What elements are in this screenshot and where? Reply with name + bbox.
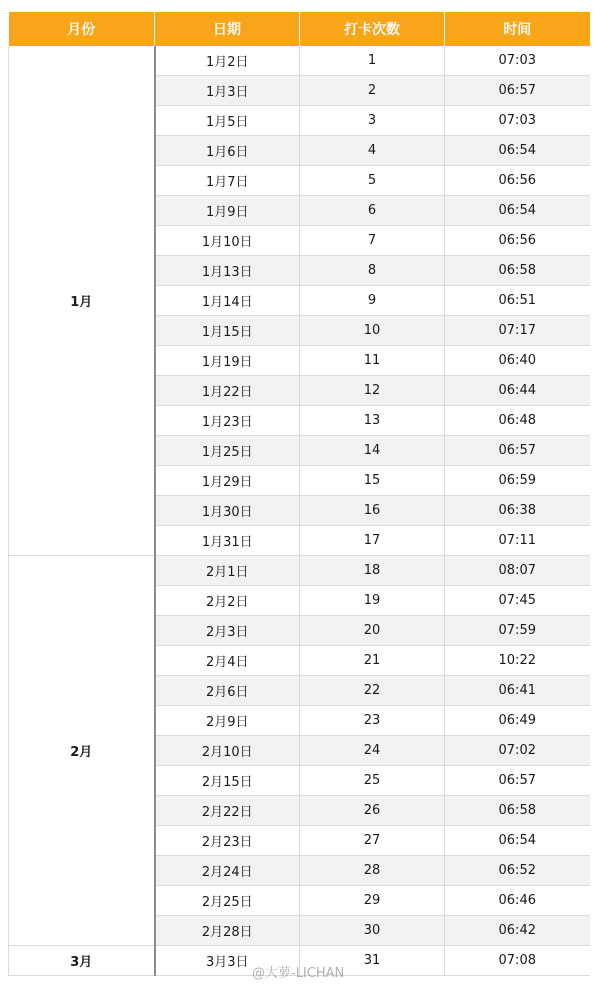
count-cell: 18 [300, 556, 445, 586]
date-cell: 1月30日 [155, 496, 300, 526]
month-cell: 2月 [9, 556, 155, 946]
month-cell: 3月 [9, 946, 155, 976]
date-cell: 1月29日 [155, 466, 300, 496]
date-cell: 3月3日 [155, 946, 300, 976]
date-cell: 2月28日 [155, 916, 300, 946]
time-cell: 07:03 [445, 46, 590, 76]
count-cell: 23 [300, 706, 445, 736]
time-cell: 07:11 [445, 526, 590, 556]
count-cell: 7 [300, 226, 445, 256]
table-header [9, 12, 590, 46]
date-cell: 1月10日 [155, 226, 300, 256]
date-cell: 2月25日 [155, 886, 300, 916]
date-cell: 1月25日 [155, 436, 300, 466]
time-cell: 06:58 [445, 796, 590, 826]
month-cell: 1月 [9, 46, 155, 556]
count-cell: 15 [300, 466, 445, 496]
date-cell: 2月24日 [155, 856, 300, 886]
date-cell: 1月22日 [155, 376, 300, 406]
count-cell: 9 [300, 286, 445, 316]
time-cell: 07:03 [445, 106, 590, 136]
date-cell: 2月6日 [155, 676, 300, 706]
count-cell: 10 [300, 316, 445, 346]
time-cell: 06:54 [445, 136, 590, 166]
time-cell: 10:22 [445, 646, 590, 676]
count-cell: 25 [300, 766, 445, 796]
count-cell: 1 [300, 46, 445, 76]
date-cell: 2月10日 [155, 736, 300, 766]
count-cell: 19 [300, 586, 445, 616]
time-cell: 06:58 [445, 256, 590, 286]
time-cell: 07:02 [445, 736, 590, 766]
count-cell: 14 [300, 436, 445, 466]
count-cell: 16 [300, 496, 445, 526]
count-cell: 17 [300, 526, 445, 556]
time-cell: 06:57 [445, 436, 590, 466]
header-count: 打卡次数 [300, 12, 445, 46]
time-cell: 07:08 [445, 946, 590, 976]
time-cell: 06:56 [445, 226, 590, 256]
date-cell: 1月15日 [155, 316, 300, 346]
count-cell: 3 [300, 106, 445, 136]
header-date: 日期 [155, 12, 300, 46]
count-cell: 21 [300, 646, 445, 676]
date-cell: 1月19日 [155, 346, 300, 376]
time-cell: 08:07 [445, 556, 590, 586]
date-cell: 1月14日 [155, 286, 300, 316]
date-cell: 2月9日 [155, 706, 300, 736]
checkin-table [8, 12, 590, 976]
time-cell: 06:41 [445, 676, 590, 706]
date-cell: 2月22日 [155, 796, 300, 826]
date-cell: 1月31日 [155, 526, 300, 556]
count-cell: 6 [300, 196, 445, 226]
time-cell: 06:42 [445, 916, 590, 946]
count-cell: 4 [300, 136, 445, 166]
time-cell: 07:17 [445, 316, 590, 346]
count-cell: 30 [300, 916, 445, 946]
count-cell: 29 [300, 886, 445, 916]
table-row [9, 46, 590, 76]
date-cell: 2月1日 [155, 556, 300, 586]
time-cell: 06:40 [445, 346, 590, 376]
date-cell: 2月15日 [155, 766, 300, 796]
date-cell: 1月13日 [155, 256, 300, 286]
time-cell: 06:51 [445, 286, 590, 316]
time-cell: 06:54 [445, 826, 590, 856]
time-cell: 06:57 [445, 76, 590, 106]
date-cell: 2月4日 [155, 646, 300, 676]
time-cell: 06:56 [445, 166, 590, 196]
header-month: 月份 [9, 12, 155, 46]
table-row [9, 556, 590, 586]
date-cell: 2月3日 [155, 616, 300, 646]
date-cell: 1月5日 [155, 106, 300, 136]
count-cell: 22 [300, 676, 445, 706]
time-cell: 06:38 [445, 496, 590, 526]
date-cell: 1月23日 [155, 406, 300, 436]
count-cell: 27 [300, 826, 445, 856]
date-cell: 1月6日 [155, 136, 300, 166]
count-cell: 13 [300, 406, 445, 436]
date-cell: 1月2日 [155, 46, 300, 76]
count-cell: 2 [300, 76, 445, 106]
time-cell: 07:45 [445, 586, 590, 616]
count-cell: 28 [300, 856, 445, 886]
time-cell: 06:48 [445, 406, 590, 436]
count-cell: 12 [300, 376, 445, 406]
date-cell: 1月3日 [155, 76, 300, 106]
time-cell: 06:57 [445, 766, 590, 796]
date-cell: 2月2日 [155, 586, 300, 616]
watermark: @大萝-LICHAN [252, 966, 345, 981]
time-cell: 06:59 [445, 466, 590, 496]
date-cell: 1月9日 [155, 196, 300, 226]
time-cell: 06:46 [445, 886, 590, 916]
header-time: 时间 [445, 12, 590, 46]
time-cell: 07:59 [445, 616, 590, 646]
date-cell: 1月7日 [155, 166, 300, 196]
count-cell: 31 [300, 946, 445, 976]
count-cell: 26 [300, 796, 445, 826]
count-cell: 8 [300, 256, 445, 286]
time-cell: 06:52 [445, 856, 590, 886]
count-cell: 11 [300, 346, 445, 376]
time-cell: 06:49 [445, 706, 590, 736]
date-cell: 2月23日 [155, 826, 300, 856]
time-cell: 06:44 [445, 376, 590, 406]
time-cell: 06:54 [445, 196, 590, 226]
count-cell: 5 [300, 166, 445, 196]
header-row [9, 12, 590, 46]
count-cell: 24 [300, 736, 445, 766]
table-body [9, 46, 590, 976]
count-cell: 20 [300, 616, 445, 646]
